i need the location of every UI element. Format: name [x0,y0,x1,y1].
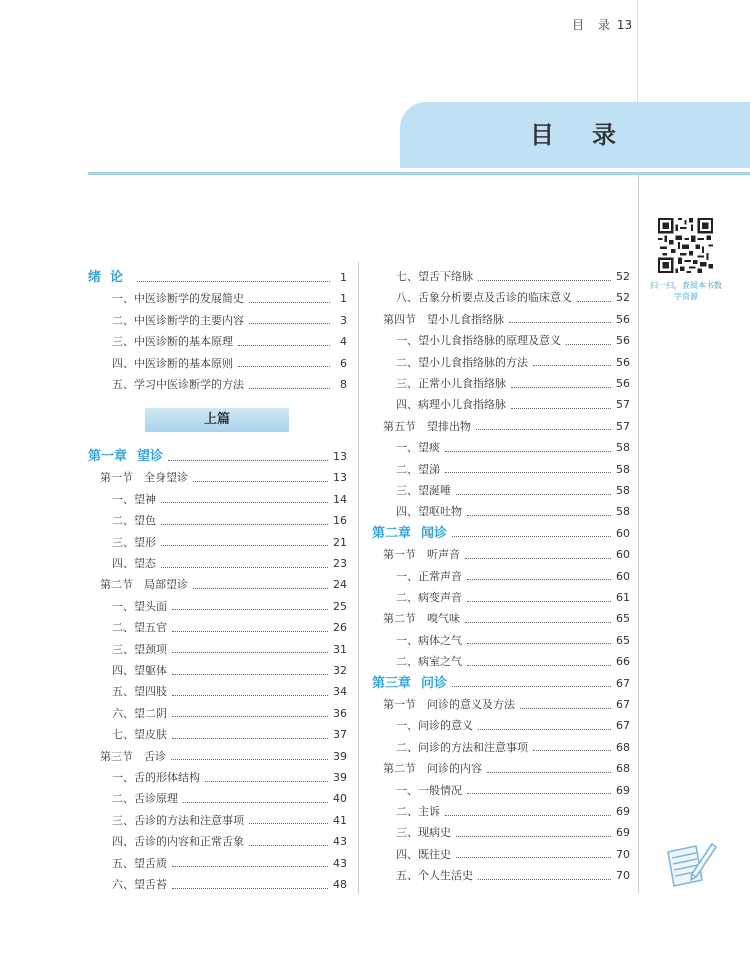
toc-item[interactable] [396,801,630,823]
toc-label: 三、中医诊断的基本原理 [112,335,233,349]
toc-item[interactable] [396,651,630,673]
dot-leader [478,280,611,281]
toc-item[interactable] [396,737,630,759]
running-title: 目 录 [572,18,615,32]
dot-leader [456,494,611,495]
toc-label: 一、舌的形体结构 [112,771,200,784]
chapter-title: 望诊 [137,449,164,464]
toc-item[interactable] [396,844,630,866]
toc-page-number: 39 [333,749,347,763]
toc-page-number: 8 [340,378,347,391]
toc-page-number: 32 [333,664,347,677]
toc-section[interactable] [383,309,630,331]
toc-page-number: 3 [340,313,347,327]
dot-leader [456,857,611,858]
dot-leader [520,708,611,709]
toc-label: 绪论 [88,270,133,285]
toc-label: 二、问诊的方法和注意事项 [396,740,528,754]
toc-item[interactable] [112,874,347,896]
dot-leader [249,323,330,324]
toc-page-number: 6 [340,356,347,370]
toc-item[interactable] [396,352,630,374]
toc-label: 二、主诉 [396,805,440,818]
dot-leader [172,866,328,867]
dot-leader [172,674,328,675]
dot-leader [161,567,328,568]
toc-item[interactable] [112,553,347,575]
toc-page-number: 68 [616,762,630,776]
toc-label: 一、正常声音 [396,569,462,583]
toc-label: 四、望态 [112,557,156,570]
dot-leader [456,836,611,837]
toc-page-number: 57 [616,398,630,412]
dot-leader [172,609,328,610]
toc-page-number: 57 [616,419,630,433]
toc-item[interactable] [396,780,630,802]
toc-page-number: 25 [333,599,347,613]
toc-item[interactable] [396,566,630,588]
toc-page-number: 43 [333,835,347,849]
toc-page-number: 58 [616,505,630,519]
toc-page-number: 13 [333,450,347,463]
toc-section[interactable] [383,416,630,438]
toc-page-number: 56 [616,377,630,390]
toc-item[interactable] [112,810,347,832]
dot-leader [445,472,611,473]
dot-leader [452,686,611,687]
toc-page-number: 58 [616,462,630,476]
toc-page-number: 21 [333,535,347,549]
toc-item[interactable] [396,373,630,395]
pencil-notebook-icon [662,838,718,890]
toc-page-number: 70 [616,847,630,861]
toc-chapter[interactable] [372,673,630,695]
dot-leader [193,481,328,482]
toc-label: 三、望形 [112,535,156,549]
toc-label: 三、舌诊的方法和注意事项 [112,813,244,827]
dot-leader [172,716,328,717]
dot-leader [183,802,328,803]
toc-label: 四、中医诊断的基本原则 [112,356,233,370]
toc-chapter[interactable] [372,523,630,545]
toc-page-number: 65 [616,612,630,626]
toc-section[interactable] [383,544,630,566]
toc-label: 四、病理小儿食指络脉 [396,398,506,412]
toc-page-number: 58 [616,484,630,497]
page-title: 目录 [530,120,654,149]
toc-label: 三、望涎唾 [396,484,451,497]
dot-leader [465,558,611,559]
toc-item[interactable] [396,822,630,844]
chapter-title: 问诊 [421,675,448,691]
toc-item[interactable] [396,587,630,609]
toc-label: 一、望神 [112,492,156,506]
toc-label: 第三节 舌诊 [100,749,166,763]
toc-page-number: 41 [333,813,347,827]
toc-label: 一、望小儿食指络脉的原理及意义 [396,334,561,348]
dot-leader [533,365,611,366]
dot-leader [172,631,328,632]
toc-label: 二、舌诊原理 [112,792,178,806]
toc-label [372,673,447,695]
toc-label: 一、望头面 [112,599,167,613]
toc-page-number: 67 [616,698,630,711]
toc-label: 五、个人生活史 [396,869,473,883]
toc-page-number: 60 [616,569,630,583]
toc-item[interactable] [396,459,630,481]
toc-label: 第一节 听声音 [383,548,460,562]
dot-leader [509,322,611,323]
toc-label: 二、中医诊断学的主要内容 [112,313,244,327]
dot-leader [533,750,611,751]
part-banner: 上篇 [145,408,289,432]
toc-item[interactable] [112,596,347,618]
toc-page-number: 69 [616,826,630,840]
dot-leader [161,524,328,525]
toc-item[interactable] [396,437,630,459]
dot-leader [172,695,328,696]
toc-page-number: 48 [333,878,347,891]
toc-label: 五、望四肢 [112,685,167,699]
dot-leader [487,772,611,773]
toc-page-number: 68 [616,740,630,754]
toc-item[interactable] [112,639,347,661]
toc-item[interactable] [396,501,630,523]
toc-page-number: 56 [616,355,630,369]
toc-page-number: 40 [333,792,347,806]
dot-leader [171,759,328,760]
toc-page-number: 23 [333,557,347,570]
dot-leader [168,460,328,461]
toc-page-number: 67 [616,676,630,690]
dot-leader [467,665,611,666]
dot-leader [445,451,611,452]
page-number: 13 [616,18,633,32]
toc-label: 二、望涕 [396,462,440,476]
dot-leader [467,579,611,580]
dot-leader [478,879,611,880]
toc-label: 第四节 望小儿食指络脉 [383,312,504,326]
dot-leader [452,536,611,537]
toc-intro[interactable] [88,267,347,289]
toc-item[interactable] [112,831,347,853]
toc-page-number: 56 [616,334,630,348]
toc-item[interactable] [112,374,347,396]
toc-page-number: 26 [333,621,347,635]
toc-page-number: 13 [333,471,347,485]
toc-label: 第五节 望排出物 [383,419,471,433]
dot-leader [249,845,328,846]
toc-page-number: 52 [616,291,630,305]
toc-page-number: 1 [340,271,347,284]
toc-item[interactable] [112,331,347,353]
toc-label: 二、病室之气 [396,655,462,669]
dot-leader [476,429,611,430]
dot-leader [467,601,611,602]
toc-label [372,523,447,545]
dot-leader [172,652,328,653]
toc-item[interactable] [112,288,347,310]
toc-item[interactable] [396,287,630,309]
toc-item[interactable] [112,788,347,810]
toc-item[interactable] [396,266,630,288]
toc-label: 八、舌象分析要点及舌诊的临床意义 [396,291,572,305]
dot-leader [249,388,330,389]
dot-leader [511,387,611,388]
toc-page-number: 34 [333,685,347,699]
dot-leader [238,366,330,367]
dot-leader [137,281,330,282]
toc-label: 一、望痰 [396,441,440,455]
toc-page-number: 43 [333,856,347,870]
dot-leader [465,622,611,623]
chapter-number: 第三章 [372,675,412,691]
dot-leader [566,344,611,345]
qr-caption: 扫一扫，查阅本书数字资源 [650,281,722,301]
toc-section[interactable] [100,467,347,489]
toc-item[interactable] [112,510,347,532]
toc-label: 三、正常小儿食指络脉 [396,377,506,390]
dot-leader [238,345,330,346]
toc-page-number: 56 [616,312,630,326]
dot-leader [193,588,328,589]
toc-label: 第一节 问诊的意义及方法 [383,698,515,711]
toc-page-number: 69 [616,783,630,797]
dot-leader [467,515,611,516]
toc-item[interactable] [112,617,347,639]
toc-label: 一、一般情况 [396,783,462,797]
dot-leader [445,815,611,816]
toc-section[interactable] [383,758,630,780]
toc-page-number: 52 [616,270,630,283]
toc-page-number: 37 [333,728,347,742]
chapter-title: 闻诊 [421,525,448,541]
toc-page-number: 66 [616,655,630,669]
toc-label: 四、舌诊的内容和正常舌象 [112,835,244,849]
dot-leader [161,545,328,546]
toc-item[interactable] [112,532,347,554]
toc-label: 六、望舌苔 [112,878,167,891]
toc-label [88,446,163,468]
toc-page-number: 58 [616,441,630,455]
toc-item[interactable] [396,865,630,887]
toc-item[interactable] [112,681,347,703]
toc-page-number: 1 [340,292,347,306]
dot-leader [577,301,611,302]
toc-label: 六、望二阴 [112,706,167,720]
toc-item[interactable] [112,489,347,511]
toc-item[interactable] [112,703,347,725]
toc-item[interactable] [396,630,630,652]
dot-leader [478,729,611,730]
toc-section[interactable] [100,746,347,768]
toc-label: 七、望皮肤 [112,728,167,742]
toc-page-number: 31 [333,642,347,656]
dot-leader [161,502,328,503]
toc-item[interactable] [396,480,630,502]
chapter-number: 第一章 [88,449,128,464]
toc-label: 二、病变声音 [396,591,462,604]
dot-leader [467,643,611,644]
toc-label: 二、望色 [112,514,156,528]
toc-label: 四、望呕吐物 [396,505,462,519]
toc-label: 三、现病史 [396,826,451,840]
dot-leader [511,408,611,409]
toc-page-number: 36 [333,706,347,720]
toc-item[interactable] [112,353,347,375]
toc-page-number: 67 [616,719,630,733]
toc-label: 五、望舌质 [112,856,167,870]
toc-label: 四、望躯体 [112,664,167,677]
toc-label: 二、望五官 [112,621,167,635]
toc-label: 四、既往史 [396,847,451,861]
toc-label: 第一节 全身望诊 [100,471,188,485]
toc-label: 第二节 局部望诊 [100,578,188,592]
toc-page-number: 61 [616,591,630,604]
toc-page-number: 4 [340,335,347,349]
toc-label: 二、望小儿食指络脉的方法 [396,355,528,369]
toc-page-number: 60 [616,548,630,562]
toc-label: 五、学习中医诊断学的方法 [112,378,244,391]
toc-label: 一、问诊的意义 [396,719,473,733]
chapter-number: 第二章 [372,525,412,541]
toc-section[interactable] [383,608,630,630]
toc-item[interactable] [396,330,630,352]
toc-page-number: 39 [333,771,347,784]
toc-label: 七、望舌下络脉 [396,270,473,283]
toc-label: 三、望颈项 [112,642,167,656]
toc-page-number: 16 [333,514,347,528]
toc-page-number: 24 [333,578,347,592]
toc-chapter[interactable] [88,446,347,468]
toc-section[interactable] [100,574,347,596]
dot-leader [249,302,330,303]
toc-page-number: 65 [616,633,630,647]
toc-item[interactable] [396,715,630,737]
toc-item[interactable] [112,660,347,682]
toc-item[interactable] [112,853,347,875]
toc-label: 第二节 嗅气味 [383,612,460,626]
dot-leader [172,738,328,739]
toc-label: 第二节 问诊的内容 [383,762,482,776]
toc-label: 一、中医诊断学的发展简史 [112,292,244,306]
dot-leader [467,793,611,794]
toc-item[interactable] [112,724,347,746]
dot-leader [205,781,328,782]
dot-leader [249,823,328,824]
toc-page-number: 70 [616,869,630,883]
toc-item[interactable] [112,767,347,789]
toc-item[interactable] [112,310,347,332]
toc-page-number: 69 [616,805,630,818]
toc-page-number: 60 [616,526,630,540]
toc-page-number: 14 [333,492,347,506]
toc-item[interactable] [396,394,630,416]
toc-section[interactable] [383,694,630,716]
toc-label: 一、病体之气 [396,633,462,647]
dot-leader [172,888,328,889]
